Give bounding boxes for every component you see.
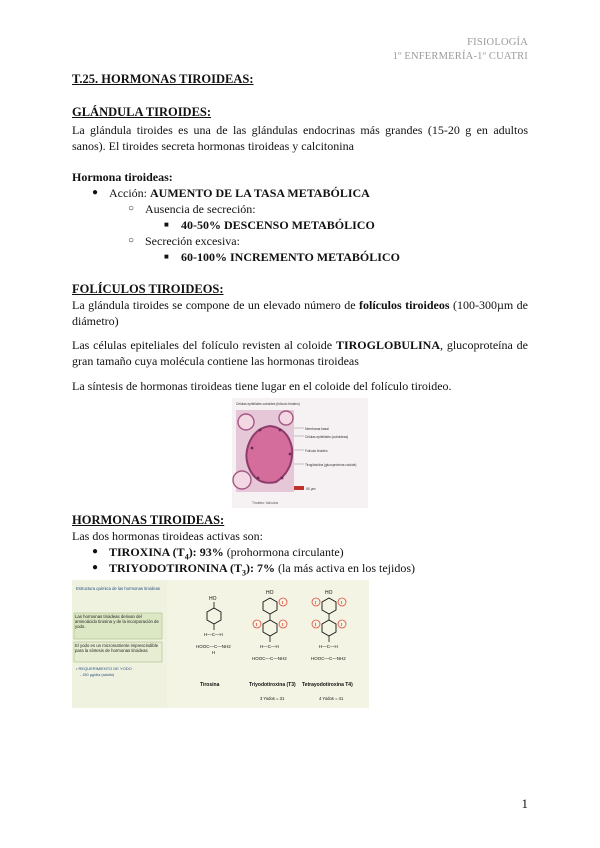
molecule-name: Tetrayodotiroxina T4)	[302, 682, 353, 688]
action-label: Acción:	[109, 186, 150, 200]
histology-label: Folículo tiroideo	[305, 449, 328, 453]
histology-label: Células epiteliales (cuboideas)	[305, 435, 349, 439]
follicles-p1-bold: folículos tiroideos	[358, 298, 450, 312]
t3-note: (la más activa en los tejidos)	[275, 561, 415, 575]
bullet-dot-icon: ●	[92, 187, 99, 198]
svg-text:HOOC—C—NH2: HOOC—C—NH2	[252, 656, 287, 661]
slide-box-text-2: El yodo es un micronutriente imprescindible para la síntesis de hormonas tiroideas	[75, 643, 159, 654]
thyroid-hormones-heading: HORMONAS TIROIDEAS:	[72, 513, 225, 527]
iodine-symbol: I	[255, 622, 258, 627]
t3-name: TRIYODOTIRONINA (T	[109, 561, 243, 575]
gland-heading: GLÁNDULA TIROIDES:	[72, 105, 212, 119]
bullet-square-icon: ■	[164, 220, 169, 229]
t4-close: ):	[188, 545, 200, 559]
document-title: T.25. HORMONAS TIROIDEAS:	[72, 72, 254, 86]
histology-image	[232, 398, 368, 508]
page-number: 1	[521, 796, 528, 811]
iodine-symbol: I	[314, 600, 317, 605]
header-subject: FISIOLOGÍA	[467, 37, 528, 48]
thyroid-hormones-intro: Las dos hormonas tiroideas activas son:	[72, 529, 263, 543]
svg-text:H—C—H: H—C—H	[204, 632, 223, 637]
follicles-paragraph-1	[72, 297, 528, 329]
molecule-name: Tirosina	[200, 682, 220, 688]
t4-note: (prohormona circulante)	[223, 545, 344, 559]
t4-subscript: 4	[184, 552, 189, 562]
sub-bullet-excess: Secreción excesiva:	[145, 234, 240, 248]
iodine-symbol: I	[281, 622, 284, 627]
t4-percent: 93%	[199, 545, 224, 559]
bullet-dot-icon: ●	[92, 562, 99, 573]
svg-text:HO: HO	[209, 596, 217, 602]
histology-title: Células epiteliales cuboides (folículo tiroideo)	[236, 402, 300, 406]
follicles-paragraph-2	[72, 337, 528, 369]
histology-caption: Tiroides: folículos	[252, 501, 279, 505]
bullet-circle-icon: ○	[128, 203, 135, 214]
action-value: AUMENTO DE LA TASA METABÓLICA	[150, 186, 370, 200]
hormone-item-t3	[109, 560, 415, 581]
slide-box-title: Estructura química de las hormonas tiroideas	[76, 586, 161, 591]
histology-label: Tiroglobulina (glucoproteína coloide)	[305, 463, 357, 467]
hormones-subheading: Hormona tiroideas:	[72, 170, 173, 184]
svg-text:H: H	[212, 650, 216, 655]
action-bullet	[109, 185, 370, 201]
svg-text:HO: HO	[325, 590, 333, 596]
slide-box-text-3: • REQUERIMIENTO DE YODO	[76, 666, 132, 671]
absence-detail: 40-50% DESCENSO METABÓLICO	[181, 218, 375, 232]
sub-bullet-absence: Ausencia de secreción:	[145, 202, 256, 216]
iodine-symbol: I	[340, 600, 343, 605]
t3-subscript: 3	[242, 568, 247, 578]
svg-text:HO: HO	[266, 590, 274, 596]
header-course: 1º ENFERMERÍA-1º CUATRI	[392, 51, 528, 62]
molecule-name: Triyodotiroxina (T3)	[249, 682, 296, 688]
iodine-symbol: I	[281, 600, 284, 605]
molecule-count: 4 Yodos = 41	[319, 696, 344, 701]
follicles-p1-text: La glándula tiroides se compone de un elevado número de	[72, 298, 359, 312]
histology-figure	[232, 398, 368, 508]
histology-label: Membrana basal	[305, 427, 329, 431]
follicles-p2-text: Las células epiteliales del folículo revisten al coloide	[72, 338, 336, 352]
svg-text:HOOC—C—NH2: HOOC—C—NH2	[311, 656, 346, 661]
follicles-paragraph-3: La síntesis de hormonas tiroideas tiene lugar en el coloide del folículo tiroideo.	[72, 379, 452, 393]
bullet-dot-icon: ●	[92, 546, 99, 557]
molecule-count: 3 Yodos = 31	[260, 696, 285, 701]
t3-percent: 7%	[257, 561, 276, 575]
slide-box-text-4: - 150 µg/día (adulto)	[80, 673, 115, 677]
svg-text:H—C—H: H—C—H	[319, 644, 338, 649]
follicles-p1-end: (100-300µm de diámetro)	[72, 298, 528, 328]
bullet-circle-icon: ○	[128, 235, 135, 246]
slide-image	[72, 580, 369, 708]
gland-paragraph: La glándula tiroides es una de las glándulas endocrinas más grandes (15-20 g en adultos sanos). El tiroides secreta hormonas tiroideas y calcitonina	[72, 123, 528, 153]
t4-name: TIROXINA (T	[109, 545, 185, 559]
follicles-p2-end: , glucoproteína de gran tamaño cuya molécula contiene las hormonas tiroideas	[72, 338, 528, 368]
excess-detail: 60-100% INCREMENTO METABÓLICO	[181, 250, 400, 264]
follicles-p2-bold: TIROGLOBULINA	[335, 338, 440, 352]
bullet-square-icon: ■	[164, 252, 169, 261]
histology-scale: 50 µm	[306, 487, 316, 491]
svg-text:H—C—H: H—C—H	[260, 644, 279, 649]
svg-text:HOOC—C—NH2: HOOC—C—NH2	[196, 644, 231, 649]
chemical-structure-slide	[72, 580, 369, 708]
iodine-symbol: I	[340, 622, 343, 627]
t3-close: ):	[246, 561, 258, 575]
slide-box-text-1: Las hormonas tiroideas derivan del aminoácido tirosina y de la incorporación de yodo.	[75, 614, 159, 630]
follicles-heading: FOLÍCULOS TIROIDEOS:	[72, 282, 224, 296]
iodine-symbol: I	[314, 622, 317, 627]
